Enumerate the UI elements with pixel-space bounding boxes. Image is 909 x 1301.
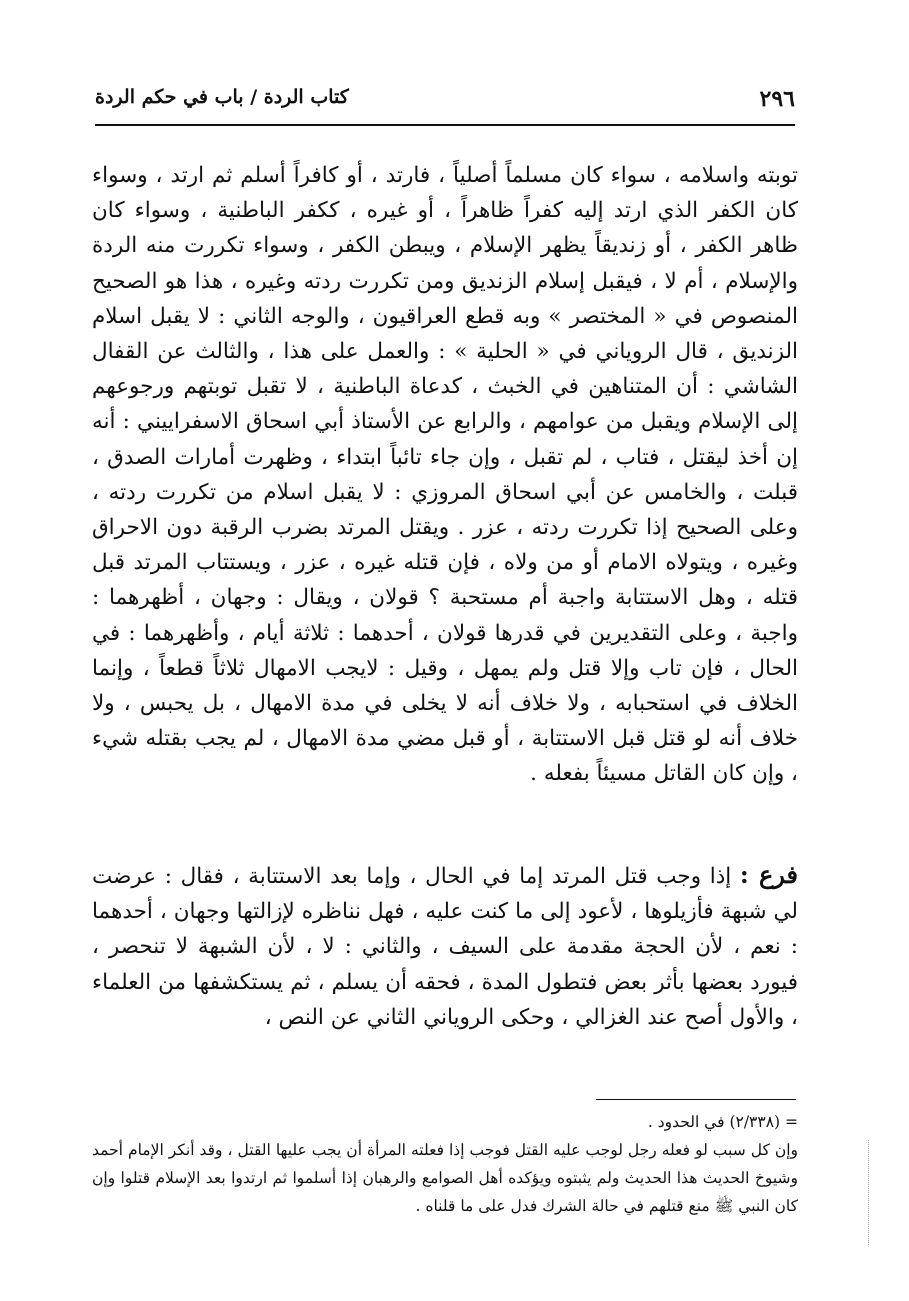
footnote-reference: = (٢/٣٣٨) في الحدود . bbox=[647, 1113, 798, 1131]
section-far bbox=[92, 857, 798, 1035]
page-header bbox=[95, 80, 795, 120]
footnotes bbox=[92, 1108, 798, 1220]
header-divider bbox=[95, 124, 795, 126]
running-title: كتاب الردة / باب في حكم الردة bbox=[95, 86, 349, 108]
footnote-divider bbox=[596, 1099, 796, 1100]
section-label: فرع : bbox=[739, 860, 798, 889]
page-number: ٢٩٦ bbox=[759, 86, 795, 112]
main-paragraph: توبته واسلامه ، سواء كان مسلماً أصلياً ، فارتد ، أو كافراً أسلم ثم ارتد ، وسواء كان الكفر الذي ارتد إليه كفراً ظاهراً ، أو غيره ، ككفر الباطنية ، وسواء كان ظاهر الكفر ، أو زنديقاً يظهر الإسلام ، ويبطن الكفر ، وسواء تكررت منه الردة والإسلام ، أم لا ، فيقبل إسلام الزنديق ومن تكررت ردته وغيره ، هذا هو الصحيح المنصوص في « المختصر » وبه قطع العراقيون ، والوجه الثاني : لا يقبل اسلام الزنديق ، قال الروياني في « الحلية » : والعمل على هذا ، والثالث عن القفال الشاشي : أن المتناهين في الخبث ، كدعاة الباطنية ، لا تقبل توبتهم ورجوعهم إلى الإسلام ويقبل من عوامهم ، والرابع عن الأستاذ أبي اسحاق الاسفراييني : أنه إن أخذ ليقتل ، فتاب ، لم تقبل ، وإن جاء تائباً ابتداء ، وظهرت أمارات الصدق ، قبلت ، والخامس عن أبي اسحاق المروزي : لا يقبل اسلام من تكررت ردته ، وعلى الصحيح إذا تكررت ردته ، عزر . ويقتل المرتد بضرب الرقبة دون الاحراق وغيره ، ويتولاه الامام أو من ولاه ، فإن قتله غيره ، عزر ، ويستتاب المرتد قبل قتله ، وهل الاستتابة واجبة أم مستحبة ؟ قولان ، ويقال : وجهان ، أظهرهما : واجبة ، وعلى التقديرين في قدرها قولان ، أحدهما : ثلاثة أيام ، وأظهرهما : في الحال ، فإن تاب وإلا قتل ولم يمهل ، وقيل : لايجب الامهال ثلاثاً قطعاً ، وإنما الخلاف في استحبابه ، ولا خلاف أنه لا يخلى في مدة الامهال ، بل يحبس ، ولا خلاف أنه لو قتل قبل الاستتابة ، أو قبل مضي مدة الامهال ، لم يجب بقتله شيء ، وإن كان القاتل مسيئاً بفعله . bbox=[92, 163, 799, 787]
footnote-paragraph: وإن كل سبب لو فعله رجل لوجب عليه القتل فوجب إذا فعلته المرأة أن يجب عليها القتل ، وقد أنكر الإمام أحمد وشيوخ الحديث هذا الحديث ولم يثبتوه ويؤكده أهل الصوامع والرهبان إذا أسلموا ثم ارتدوا بعد الإسلام قتلوا وإن كان النبي ﷺ منع قتلهم في حالة الشرك فدل على ما قلناه . bbox=[92, 1141, 798, 1215]
section-text: إذا وجب قتل المرتد إما في الحال ، وإما بعد الاستتابة ، فقال : عرضت لي شبهة فأزيلوها ، لأعود إلى ما كنت عليه ، فهل نناظره لإزالتها وجهان ، أحدهما : نعم ، لأن الحجة مقدمة على السيف ، والثاني : لا ، لأن الشبهة لا تنحصر ، فيورد بعضها بأثر بعض فتطول المدة ، فحقه أن يسلم ، ثم يستكشفها من العلماء ، والأول أصح عند الغزالي ، وحكى الروياني الثاني عن النص ، bbox=[92, 864, 798, 1030]
margin-dots bbox=[868, 1140, 873, 1245]
